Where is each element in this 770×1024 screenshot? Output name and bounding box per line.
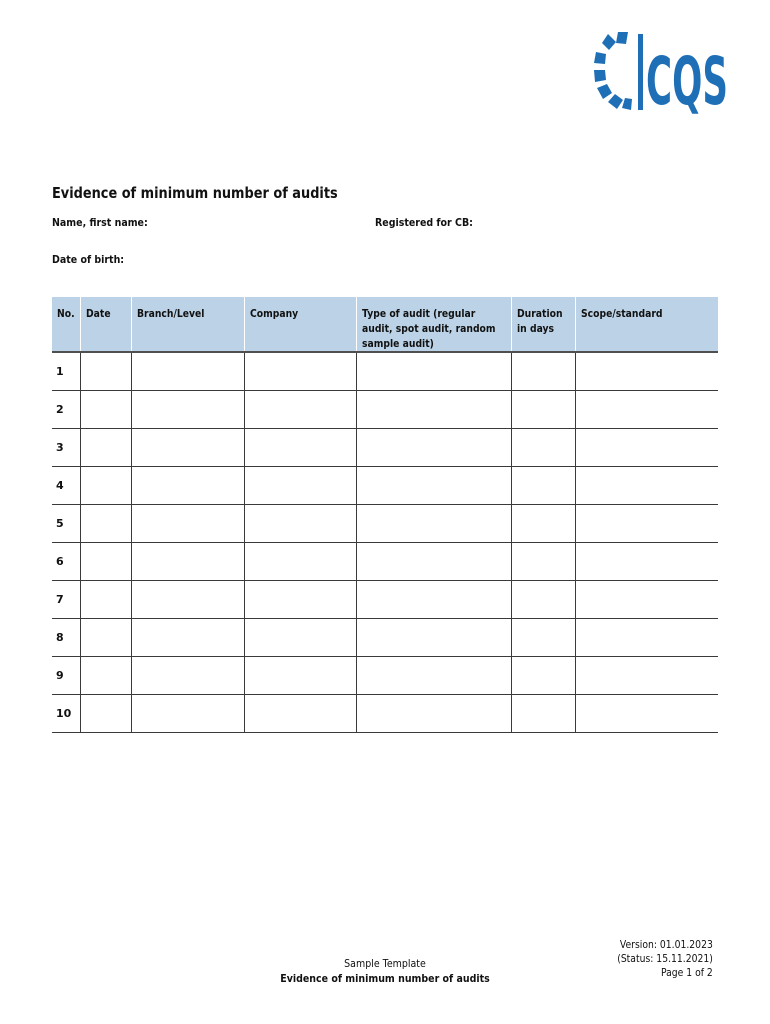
table-row	[52, 581, 718, 619]
logo-text: CQS	[646, 43, 728, 120]
row-number: 1	[52, 352, 80, 391]
table-row	[52, 352, 718, 391]
col-header-date: Date	[80, 297, 131, 352]
duration-cell[interactable]	[511, 505, 575, 543]
branch-cell[interactable]	[131, 543, 244, 581]
branch-cell[interactable]	[131, 467, 244, 505]
date-cell[interactable]	[80, 429, 131, 467]
company-cell[interactable]	[244, 467, 356, 505]
duration-cell[interactable]	[511, 391, 575, 429]
company-cell[interactable]	[244, 505, 356, 543]
company-cell[interactable]	[244, 543, 356, 581]
branch-cell[interactable]	[131, 429, 244, 467]
audit-type-cell[interactable]	[356, 429, 511, 467]
table-row	[52, 429, 718, 467]
table-row	[52, 391, 718, 429]
date-cell[interactable]	[80, 467, 131, 505]
name-field-label: Name, first name:	[52, 216, 148, 229]
date-cell[interactable]	[80, 505, 131, 543]
duration-cell[interactable]	[511, 619, 575, 657]
table-row	[52, 619, 718, 657]
branch-cell[interactable]	[131, 657, 244, 695]
col-header-scope: Scope/standard	[575, 297, 718, 352]
audits-table	[52, 297, 718, 733]
row-number: 7	[52, 581, 80, 619]
duration-cell[interactable]	[511, 657, 575, 695]
scope-cell[interactable]	[575, 505, 718, 543]
dob-field-label: Date of birth:	[52, 253, 125, 266]
cb-field-label: Registered for CB:	[375, 216, 473, 229]
scope-cell[interactable]	[575, 543, 718, 581]
date-cell[interactable]	[80, 581, 131, 619]
audit-type-cell[interactable]	[356, 695, 511, 733]
col-header-company: Company	[244, 297, 356, 352]
date-cell[interactable]	[80, 352, 131, 391]
page-title: Evidence of minimum number of audits	[52, 184, 338, 202]
table-row	[52, 695, 718, 733]
table-row	[52, 505, 718, 543]
branch-cell[interactable]	[131, 505, 244, 543]
row-number: 3	[52, 429, 80, 467]
branch-cell[interactable]	[131, 695, 244, 733]
audit-type-cell[interactable]	[356, 467, 511, 505]
audit-type-cell[interactable]	[356, 657, 511, 695]
row-number: 10	[52, 695, 80, 733]
date-cell[interactable]	[80, 391, 131, 429]
duration-cell[interactable]	[511, 581, 575, 619]
company-cell[interactable]	[244, 429, 356, 467]
branch-cell[interactable]	[131, 352, 244, 391]
col-header-duration: Duration in days	[511, 297, 575, 352]
row-number: 4	[52, 467, 80, 505]
table-row	[52, 467, 718, 505]
row-number: 9	[52, 657, 80, 695]
footer-page-number: Page 1 of 2	[661, 966, 713, 979]
scope-cell[interactable]	[575, 695, 718, 733]
branch-cell[interactable]	[131, 391, 244, 429]
footer-status: (Status: 15.11.2021)	[617, 952, 713, 965]
duration-cell[interactable]	[511, 467, 575, 505]
row-number: 2	[52, 391, 80, 429]
company-cell[interactable]	[244, 581, 356, 619]
table-header-row	[52, 297, 718, 352]
scope-cell[interactable]	[575, 619, 718, 657]
cqs-logo	[588, 28, 730, 120]
duration-cell[interactable]	[511, 695, 575, 733]
branch-cell[interactable]	[131, 619, 244, 657]
audit-type-cell[interactable]	[356, 352, 511, 391]
date-cell[interactable]	[80, 619, 131, 657]
duration-cell[interactable]	[511, 543, 575, 581]
col-header-branch: Branch/Level	[131, 297, 244, 352]
company-cell[interactable]	[244, 352, 356, 391]
audit-type-cell[interactable]	[356, 619, 511, 657]
scope-cell[interactable]	[575, 429, 718, 467]
company-cell[interactable]	[244, 657, 356, 695]
date-cell[interactable]	[80, 543, 131, 581]
scope-cell[interactable]	[575, 657, 718, 695]
scope-cell[interactable]	[575, 352, 718, 391]
footer-template-label: Sample Template	[344, 957, 426, 970]
company-cell[interactable]	[244, 391, 356, 429]
footer-center	[235, 956, 535, 986]
audit-type-cell[interactable]	[356, 543, 511, 581]
scope-cell[interactable]	[575, 581, 718, 619]
table-row	[52, 543, 718, 581]
scope-cell[interactable]	[575, 391, 718, 429]
audit-type-cell[interactable]	[356, 581, 511, 619]
duration-cell[interactable]	[511, 352, 575, 391]
col-header-audit-type: Type of audit (regular audit, spot audit, random sample audit)	[356, 297, 511, 352]
company-cell[interactable]	[244, 619, 356, 657]
duration-cell[interactable]	[511, 429, 575, 467]
audit-type-cell[interactable]	[356, 391, 511, 429]
row-number: 6	[52, 543, 80, 581]
row-number: 8	[52, 619, 80, 657]
company-cell[interactable]	[244, 695, 356, 733]
branch-cell[interactable]	[131, 581, 244, 619]
col-header-no: No.	[52, 297, 80, 352]
scope-cell[interactable]	[575, 467, 718, 505]
date-cell[interactable]	[80, 657, 131, 695]
footer-document-title: Evidence of minimum number of audits	[280, 972, 490, 985]
footer-version: Version: 01.01.2023	[620, 938, 713, 951]
row-number: 5	[52, 505, 80, 543]
table-row	[52, 657, 718, 695]
date-cell[interactable]	[80, 695, 131, 733]
audit-type-cell[interactable]	[356, 505, 511, 543]
footer-version-info	[599, 938, 713, 980]
